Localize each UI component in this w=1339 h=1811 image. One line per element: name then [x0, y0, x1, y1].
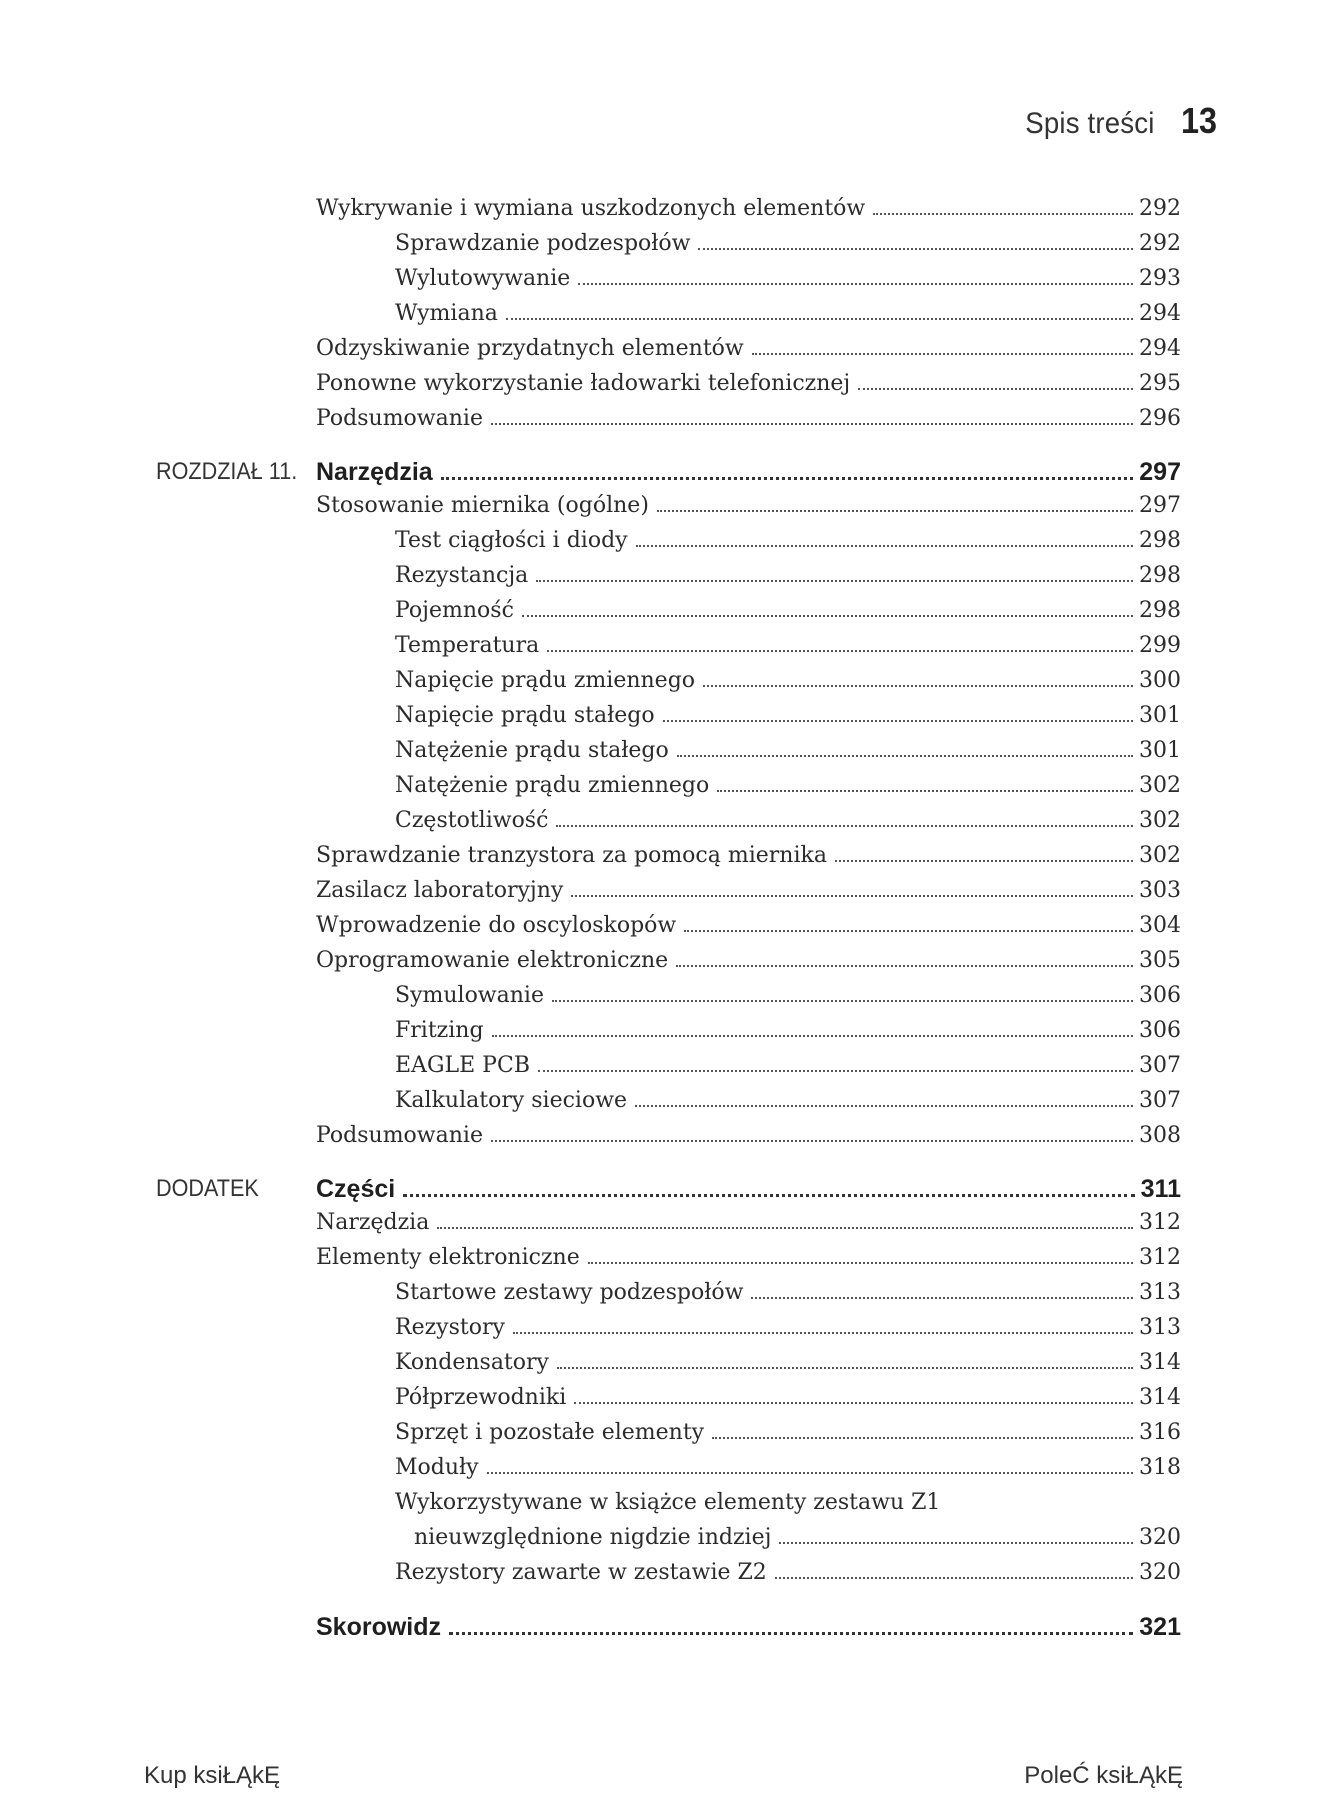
toc-entry-title: Wykrywanie i wymiana uszkodzonych elementów: [316, 196, 866, 221]
toc-entry-title: Sprawdzanie podzespołów: [395, 231, 691, 256]
dot-leader: [437, 1227, 1133, 1229]
toc-entry-page: 305: [1139, 948, 1181, 973]
chapter-page: 321: [1139, 1613, 1181, 1641]
dot-leader: [858, 388, 1133, 390]
dot-leader: [557, 1367, 1133, 1369]
dot-leader: [492, 1035, 1133, 1037]
toc-entry[interactable]: [0, 493, 1339, 527]
toc-entry-page: 318: [1139, 1455, 1181, 1480]
chapter-label: DODATEK: [156, 1175, 259, 1202]
toc-entry-page: 312: [1139, 1245, 1181, 1270]
dot-leader: [449, 1632, 1133, 1635]
dot-leader: [677, 755, 1133, 757]
toc-entry[interactable]: [0, 1245, 1339, 1279]
dot-leader: [751, 1297, 1133, 1299]
toc-entry-page: 299: [1139, 633, 1181, 658]
toc-entry-title: Narzędzia: [316, 1210, 430, 1235]
toc-entry-page: 302: [1139, 773, 1181, 798]
toc-entry-title: Temperatura: [395, 633, 540, 658]
toc-entry-page: 320: [1139, 1560, 1181, 1585]
toc-entry[interactable]: [0, 406, 1339, 440]
dot-leader: [547, 650, 1133, 652]
dot-leader: [506, 318, 1133, 320]
dot-leader: [703, 685, 1133, 687]
toc-entry[interactable]: [0, 913, 1339, 947]
toc-entry[interactable]: [0, 231, 1339, 265]
toc-entry-title: Wykorzystywane w książce elementy zestawu Z1: [395, 1490, 941, 1515]
toc-entry-title: Rezystancja: [395, 563, 529, 588]
toc-entry-page: 313: [1139, 1280, 1181, 1305]
dot-leader: [538, 1070, 1133, 1072]
dot-leader: [717, 790, 1133, 792]
toc-entry[interactable]: [0, 1123, 1339, 1157]
toc-entry[interactable]: [0, 983, 1339, 1017]
toc-entry-title: Wymiana: [395, 301, 498, 326]
dot-leader: [491, 423, 1133, 425]
toc-entry-page: 293: [1139, 266, 1181, 291]
toc-entry[interactable]: [0, 1350, 1339, 1384]
dot-leader: [441, 477, 1134, 480]
dot-leader: [712, 1437, 1133, 1439]
toc-entry-title: Napięcie prądu zmiennego: [395, 668, 696, 693]
toc-entry-title: Fritzing: [395, 1018, 484, 1043]
dot-leader: [578, 283, 1133, 285]
toc-entry-page: 298: [1139, 528, 1181, 553]
dot-leader: [536, 580, 1133, 582]
toc-entry[interactable]: [0, 878, 1339, 912]
toc-entry[interactable]: [0, 1280, 1339, 1314]
dot-leader: [676, 965, 1133, 967]
dot-leader: [522, 615, 1133, 617]
toc-entry-title: Wylutowywanie: [395, 266, 571, 291]
chapter-label: ROZDZIAŁ 11.: [156, 458, 298, 485]
buy-book-link[interactable]: Kup ksiŁĄkĘ: [144, 1762, 281, 1789]
toc-entry-title: Podsumowanie: [316, 406, 483, 431]
recommend-book-link[interactable]: PoleĆ ksiŁĄkĘ: [1024, 1762, 1183, 1789]
toc-entry-page: 306: [1139, 983, 1181, 1008]
toc-entry[interactable]: [0, 1210, 1339, 1244]
toc-entry-page: 300: [1139, 668, 1181, 693]
toc-entry-title: Rezystory zawarte w zestawie Z2: [395, 1560, 767, 1585]
toc-chapter[interactable]: [0, 1613, 1339, 1647]
toc-entry-page: 320: [1139, 1525, 1181, 1550]
chapter-title: Części: [316, 1175, 396, 1203]
toc-entry-title: Natężenie prądu stałego: [395, 738, 669, 763]
toc-entry-page: 296: [1139, 406, 1181, 431]
toc-entry-title: Wprowadzenie do oscyloskopów: [316, 913, 677, 938]
dot-leader: [635, 1105, 1133, 1107]
chapter-page: 311: [1140, 1175, 1181, 1203]
toc-entry-title: Stosowanie miernika (ogólne): [316, 493, 649, 518]
chapter-title: Narzędzia: [316, 458, 433, 486]
toc-entry[interactable]: [0, 1018, 1339, 1052]
toc-chapter[interactable]: [0, 458, 1339, 492]
chapter-title: Skorowidz: [316, 1613, 442, 1641]
dot-leader: [552, 1000, 1133, 1002]
toc-entry-title: Kalkulatory sieciowe: [395, 1088, 628, 1113]
toc-chapter[interactable]: [0, 1175, 1339, 1209]
toc-entry-title: Rezystory: [395, 1315, 505, 1340]
dot-leader: [574, 1402, 1133, 1404]
toc-entry-page: 312: [1139, 1210, 1181, 1235]
toc-entry-title: Pojemność: [395, 598, 514, 623]
dot-leader: [513, 1332, 1133, 1334]
toc-entry-page: 301: [1139, 738, 1181, 763]
toc-entry-title: Ponowne wykorzystanie ładowarki telefonicznej: [316, 371, 851, 396]
toc-entry[interactable]: [0, 948, 1339, 982]
toc-entry-page: 307: [1139, 1088, 1181, 1113]
toc-entry[interactable]: [0, 773, 1339, 807]
toc-entry[interactable]: [0, 1420, 1339, 1454]
toc-entry-title: Odzyskiwanie przydatnych elementów: [316, 336, 744, 361]
toc-entry-page: 292: [1139, 231, 1181, 256]
dot-leader: [636, 545, 1133, 547]
toc-entry-page: 314: [1139, 1350, 1181, 1375]
toc-entry[interactable]: [0, 738, 1339, 772]
toc-entry[interactable]: [0, 1385, 1339, 1419]
toc-entry[interactable]: [0, 266, 1339, 300]
toc-entry-title: nieuwzględnione nigdzie indziej: [414, 1525, 772, 1550]
toc-entry-page: 298: [1139, 598, 1181, 623]
toc-entry-page: 292: [1139, 196, 1181, 221]
dot-leader: [684, 930, 1133, 932]
toc-entry-page: 302: [1139, 843, 1181, 868]
dot-leader: [835, 860, 1133, 862]
toc-entry[interactable]: [0, 668, 1339, 702]
toc-entry[interactable]: [0, 196, 1339, 230]
toc-entry[interactable]: [0, 808, 1339, 842]
toc-entry-title: EAGLE PCB: [395, 1053, 530, 1078]
toc-entry-title: Kondensatory: [395, 1350, 549, 1375]
dot-leader: [571, 895, 1133, 897]
toc-entry[interactable]: [0, 371, 1339, 405]
dot-leader: [752, 353, 1133, 355]
page-number: 13: [1180, 100, 1217, 141]
toc-entry-title: Oprogramowanie elektroniczne: [316, 948, 669, 973]
toc-entry[interactable]: [0, 843, 1339, 877]
toc-entry-page: 294: [1139, 336, 1181, 361]
toc-entry-title: Zasilacz laboratoryjny: [316, 878, 564, 903]
toc-entry[interactable]: [0, 336, 1339, 370]
toc-entry-continued[interactable]: [0, 1525, 1339, 1559]
toc-entry-page: 304: [1139, 913, 1181, 938]
dot-leader: [775, 1577, 1133, 1579]
dot-leader: [873, 213, 1133, 215]
toc-entry[interactable]: [0, 563, 1339, 597]
dot-leader: [403, 1194, 1134, 1197]
toc-entry[interactable]: [0, 598, 1339, 632]
toc-entry-title: Startowe zestawy podzespołów: [395, 1280, 744, 1305]
dot-leader: [491, 1140, 1133, 1142]
toc-entry-title: Elementy elektroniczne: [316, 1245, 580, 1270]
toc-entry[interactable]: [0, 301, 1339, 335]
toc-entry-title: Moduły: [395, 1455, 479, 1480]
toc-entry[interactable]: [0, 703, 1339, 737]
dot-leader: [663, 720, 1133, 722]
toc-entry-page: 295: [1139, 371, 1181, 396]
dot-leader: [588, 1262, 1133, 1264]
toc-entry-page: 294: [1139, 301, 1181, 326]
toc-entry[interactable]: [0, 1560, 1339, 1594]
toc-entry-page: 308: [1139, 1123, 1181, 1148]
toc-entry[interactable]: [0, 1315, 1339, 1349]
dot-leader: [779, 1542, 1133, 1544]
toc-entry[interactable]: [0, 633, 1339, 667]
toc-entry[interactable]: [0, 1455, 1339, 1489]
toc-entry-title: Półprzewodniki: [395, 1385, 567, 1410]
toc-entry-title: Podsumowanie: [316, 1123, 483, 1148]
toc-entry-title: Symulowanie: [395, 983, 544, 1008]
toc-entry[interactable]: [0, 528, 1339, 562]
chapter-page: 297: [1139, 458, 1181, 486]
toc-entry-page: 306: [1139, 1018, 1181, 1043]
toc-entry-page: 297: [1139, 493, 1181, 518]
toc-entry[interactable]: [0, 1490, 1339, 1524]
dot-leader: [556, 825, 1133, 827]
toc-entry-page: 314: [1139, 1385, 1181, 1410]
toc-entry-page: 316: [1139, 1420, 1181, 1445]
toc-entry-title: Sprawdzanie tranzystora za pomocą miernika: [316, 843, 827, 868]
toc-entry-page: 313: [1139, 1315, 1181, 1340]
toc-entry-page: 298: [1139, 563, 1181, 588]
toc-entry-page: 307: [1139, 1053, 1181, 1078]
toc-entry-page: 303: [1139, 878, 1181, 903]
toc-entry-page: 302: [1139, 808, 1181, 833]
toc-entry-title: Natężenie prądu zmiennego: [395, 773, 710, 798]
toc-entry-title: Test ciągłości i diody: [395, 528, 628, 553]
page-header: [1014, 100, 1221, 142]
toc-entry-title: Napięcie prądu stałego: [395, 703, 655, 728]
toc-entry-page: 301: [1139, 703, 1181, 728]
toc-entry-title: Częstotliwość: [395, 808, 549, 833]
dot-leader: [698, 248, 1133, 250]
dot-leader: [487, 1472, 1133, 1474]
dot-leader: [657, 510, 1133, 512]
running-title: Spis treści: [1025, 107, 1155, 140]
toc-entry[interactable]: [0, 1088, 1339, 1122]
toc-entry[interactable]: [0, 1053, 1339, 1087]
toc-entry-title: Sprzęt i pozostałe elementy: [395, 1420, 705, 1445]
